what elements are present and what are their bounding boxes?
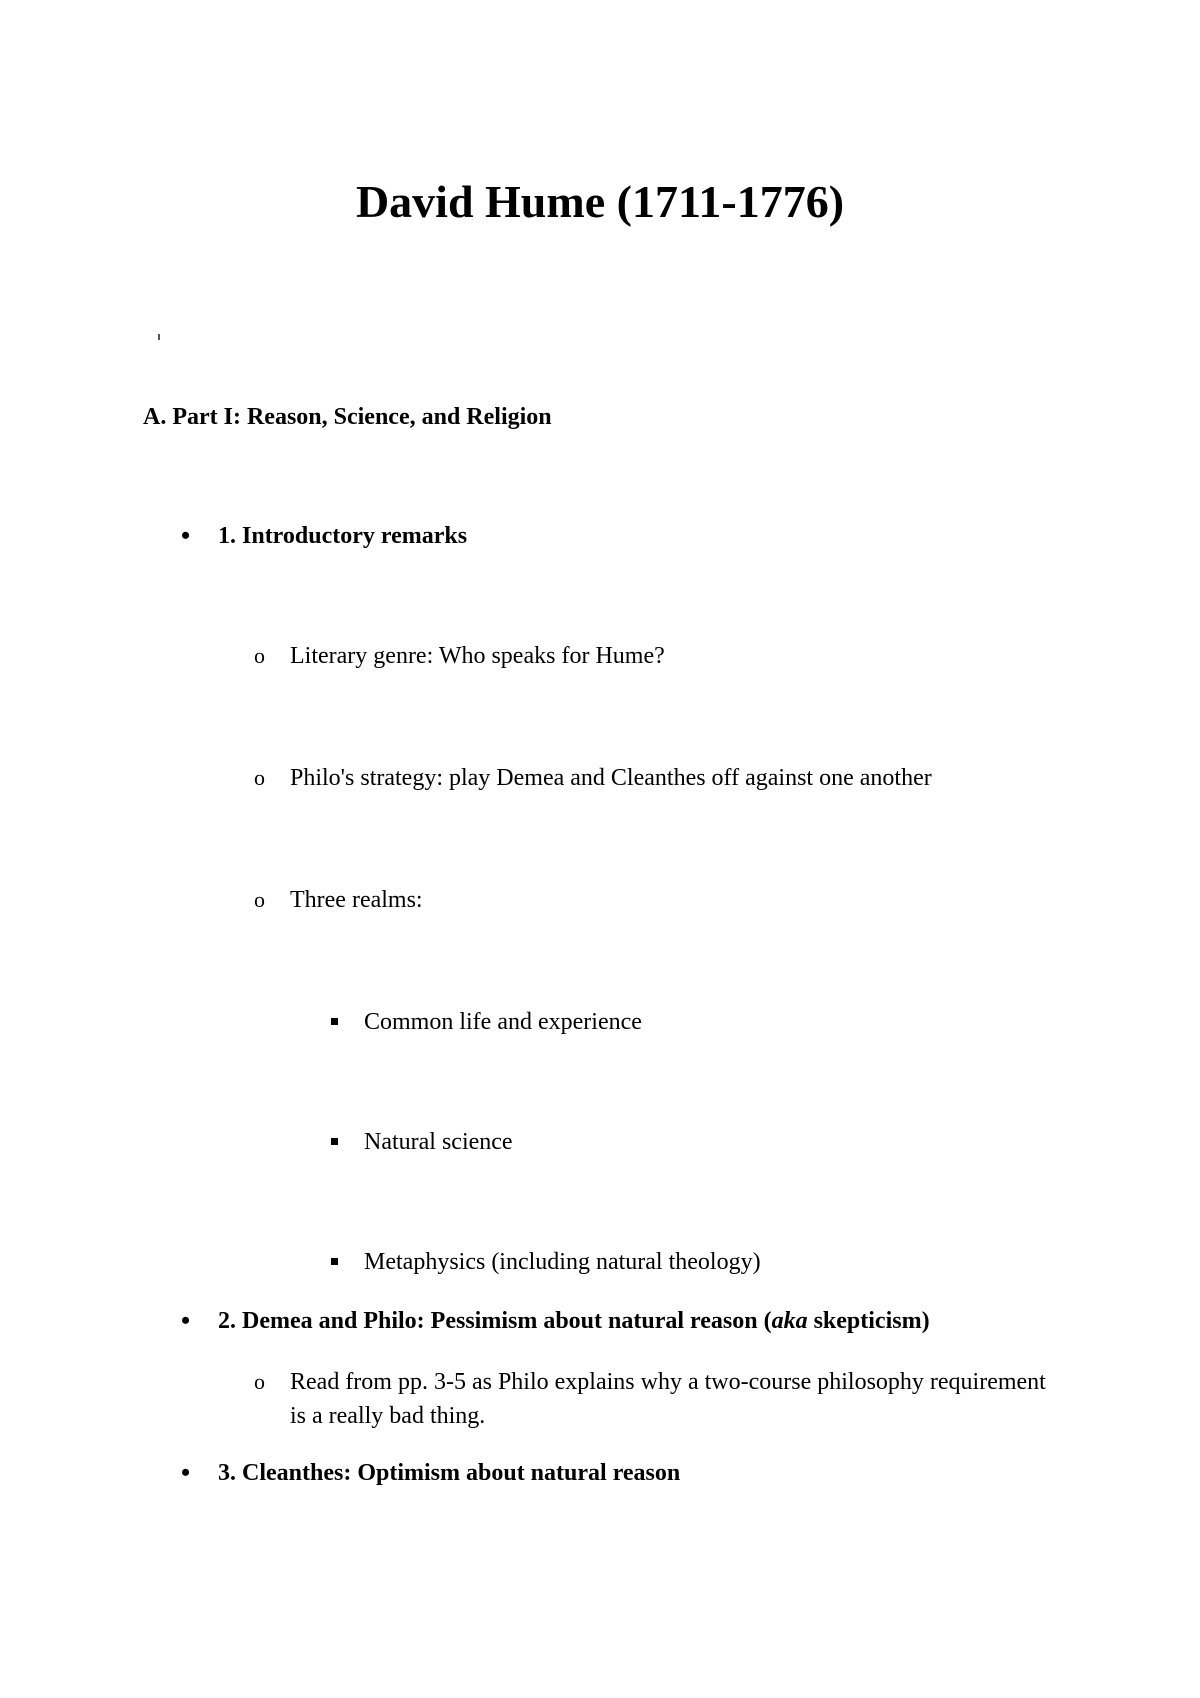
- section-heading: A. Part I: Reason, Science, and Religion: [143, 404, 552, 430]
- list-item-text: Philo's strategy: play Demea and Cleanthes off against one another: [290, 765, 932, 791]
- list-item-level3: [364, 1247, 761, 1277]
- list-item-level2: [254, 763, 932, 793]
- list-item-text: 3. Cleanthes: Optimism about natural reason: [218, 1460, 681, 1486]
- list-item-text: Read from pp. 3-5 as Philo explains why a two-course philosophy requirement is a really bad thing.: [290, 1369, 1046, 1429]
- bullet-icon: •: [181, 1458, 191, 1487]
- emphasis-text: aka: [771, 1308, 808, 1334]
- circle-bullet-icon: o: [254, 887, 265, 912]
- circle-bullet-icon: o: [254, 643, 265, 668]
- square-bullet-icon: [331, 1138, 338, 1145]
- list-item-text: Three realms:: [290, 887, 423, 913]
- page-title: David Hume (1711-1776): [355, 176, 845, 227]
- list-item-text: 1. Introductory remarks: [218, 523, 468, 549]
- list-item-level1: [181, 1306, 930, 1336]
- list-item-level2: [254, 641, 665, 671]
- list-item-text: Metaphysics (including natural theology): [364, 1249, 761, 1275]
- list-item-text: Natural science: [364, 1129, 513, 1155]
- list-item-text: Common life and experience: [364, 1009, 642, 1035]
- list-item-level3: [364, 1007, 642, 1037]
- stray-mark: [158, 334, 160, 340]
- list-item-text: Literary genre: Who speaks for Hume?: [290, 643, 665, 669]
- list-item-level1: [181, 521, 468, 551]
- circle-bullet-icon: o: [254, 1369, 265, 1394]
- list-item-text: 2. Demea and Philo: Pessimism about natural reason (: [218, 1308, 772, 1334]
- list-item-level2: [254, 1365, 1060, 1433]
- bullet-icon: •: [181, 521, 191, 550]
- list-item-text: skepticism): [807, 1308, 930, 1334]
- circle-bullet-icon: o: [254, 765, 265, 790]
- list-item-level1: [181, 1458, 681, 1488]
- list-item-level2: [254, 885, 423, 915]
- bullet-icon: •: [181, 1306, 191, 1335]
- square-bullet-icon: [331, 1258, 338, 1265]
- list-item-level3: [364, 1127, 513, 1157]
- square-bullet-icon: [331, 1018, 338, 1025]
